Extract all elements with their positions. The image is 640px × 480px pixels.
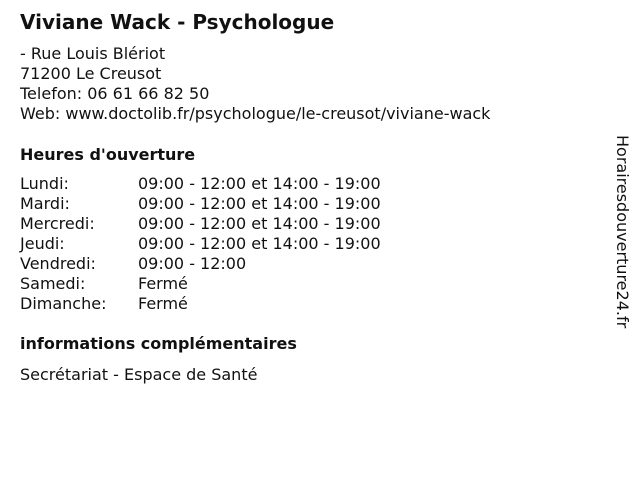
day-label: Jeudi: bbox=[20, 234, 65, 253]
hours-row-saturday bbox=[20, 274, 381, 294]
website: Web: www.doctolib.fr/psychologue/le-creusot/viviane-wack bbox=[20, 104, 491, 123]
day-label: Samedi: bbox=[20, 274, 86, 293]
city-address: 71200 Le Creusot bbox=[20, 64, 162, 83]
hours-value: 09:00 - 12:00 et 14:00 - 19:00 bbox=[138, 174, 381, 193]
hours-heading: Heures d'ouverture bbox=[20, 145, 196, 164]
day-label: Vendredi: bbox=[20, 254, 96, 273]
phone-number: Telefon: 06 61 66 82 50 bbox=[20, 84, 210, 103]
extra-info-text: Secrétariat - Espace de Santé bbox=[20, 365, 258, 384]
hours-row-friday bbox=[20, 254, 381, 274]
hours-row-thursday bbox=[20, 234, 381, 254]
hours-row-sunday bbox=[20, 294, 381, 314]
day-label: Mercredi: bbox=[20, 214, 95, 233]
hours-value: 09:00 - 12:00 bbox=[138, 254, 247, 273]
hours-row-monday bbox=[20, 174, 381, 194]
hours-value: Fermé bbox=[138, 274, 188, 293]
street-address: - Rue Louis Blériot bbox=[20, 44, 166, 63]
site-watermark: Horairesdouverture24.fr bbox=[613, 135, 632, 329]
day-label: Lundi: bbox=[20, 174, 69, 193]
opening-hours-table bbox=[20, 174, 381, 314]
hours-value: 09:00 - 12:00 et 14:00 - 19:00 bbox=[138, 214, 381, 233]
hours-value: 09:00 - 12:00 et 14:00 - 19:00 bbox=[138, 194, 381, 213]
address-block bbox=[20, 44, 490, 124]
day-label: Dimanche: bbox=[20, 294, 107, 313]
hours-row-tuesday bbox=[20, 194, 381, 214]
hours-value: Fermé bbox=[138, 294, 188, 313]
day-label: Mardi: bbox=[20, 194, 70, 213]
extra-info-heading: informations complémentaires bbox=[20, 334, 297, 353]
hours-row-wednesday bbox=[20, 214, 381, 234]
hours-value: 09:00 - 12:00 et 14:00 - 19:00 bbox=[138, 234, 381, 253]
page-title: Viviane Wack - Psychologue bbox=[20, 10, 335, 34]
